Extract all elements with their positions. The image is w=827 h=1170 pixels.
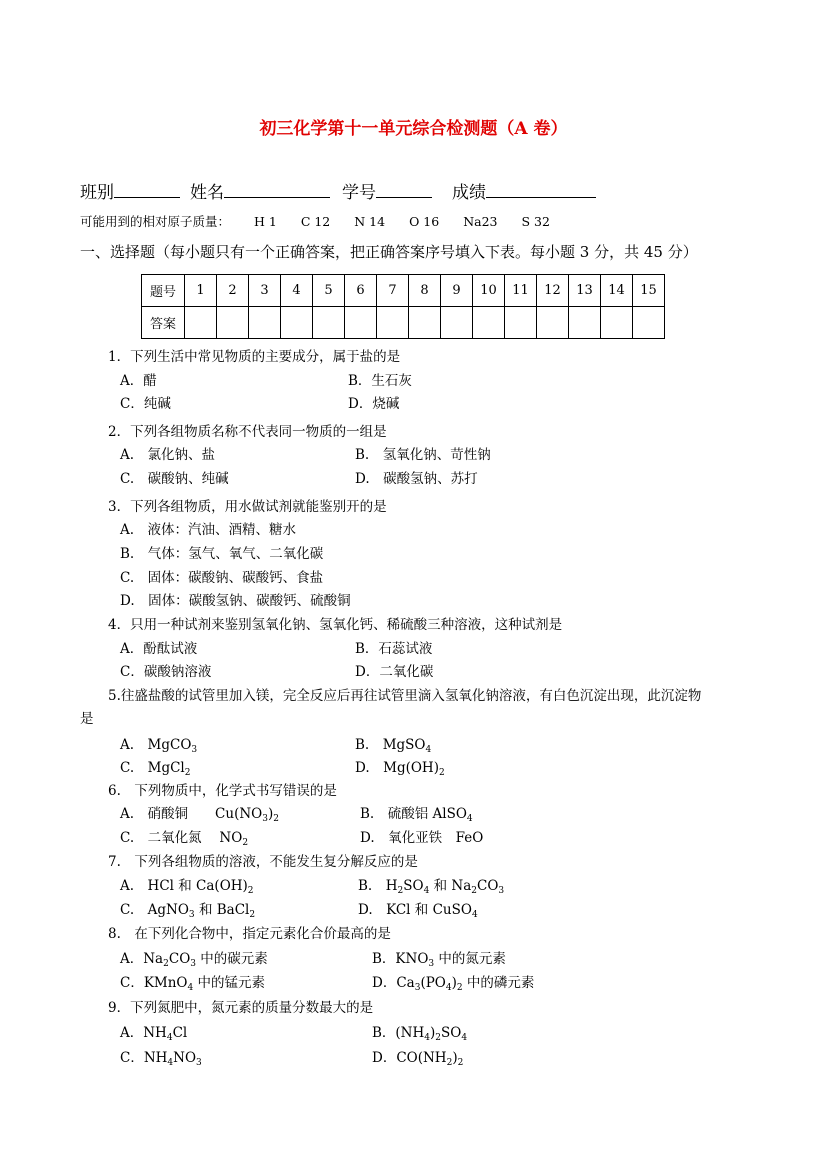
- row-label: 答案: [142, 307, 185, 339]
- option-b: B．石蕊试液: [355, 641, 433, 657]
- option-c: C．碳酸钠溶液: [120, 664, 212, 680]
- question-number: 13: [569, 275, 601, 307]
- option-d: D. $Mg(OH)_2$: [355, 760, 445, 778]
- option-d: D. 碳酸氢钠、苏打: [355, 471, 478, 487]
- option-d: D．二氧化碳: [355, 664, 434, 680]
- id-label: 学号: [342, 183, 376, 203]
- option-b: B. $H_2SO_4$ 和 $Na_2CO_3$: [358, 878, 505, 896]
- option-a: A．$Na_2CO_3$ 中的碳元素: [120, 951, 268, 969]
- option-c: C．$NH_4NO_3$: [120, 1050, 202, 1068]
- question-number: 8: [409, 275, 441, 307]
- option-c: C. 固体：碳酸钠、碳酸钙、食盐: [120, 570, 324, 586]
- option-b: B. 气体：氢气、氧气、二氧化碳: [120, 546, 324, 562]
- option-c: C. 碳酸钠、纯碱: [120, 471, 229, 487]
- page-title: 初三化学第十一单元综合检测题（A 卷）: [259, 119, 568, 139]
- answer-cell[interactable]: [377, 307, 409, 339]
- option-a: A．酚酞试液: [120, 641, 198, 657]
- option-a: A. 氯化钠、盐: [120, 447, 216, 463]
- option-d: D．$Ca_3(PO_4)_2$ 中的磷元素: [372, 975, 535, 993]
- question-stem: 4．只用一种试剂来鉴别氢氧化钠、氢氧化钙、稀硫酸三种溶液，这种试剂是: [108, 617, 563, 633]
- question-number: 12: [537, 275, 569, 307]
- option-c: C．纯碱: [120, 396, 171, 412]
- question-stem: 7. 下列各组物质的溶液，不能发生复分解反应的是: [108, 854, 418, 870]
- question-number: 7: [377, 275, 409, 307]
- option-a: A. 液体：汽油、酒精、糖水: [120, 522, 297, 538]
- question-number: 5: [313, 275, 345, 307]
- student-info-line: [80, 178, 606, 203]
- option-c: C．KMnO$_4$ 中的锰元素: [120, 975, 266, 993]
- option-c: C. MgCl$_2$: [120, 760, 191, 778]
- question-number: 15: [633, 275, 665, 307]
- question-number: 4: [281, 275, 313, 307]
- answer-cell[interactable]: [409, 307, 441, 339]
- answer-cell[interactable]: [473, 307, 505, 339]
- atomic-mass: C 12: [300, 214, 331, 229]
- question-number: 11: [505, 275, 537, 307]
- answer-cell[interactable]: [633, 307, 665, 339]
- option-b: B．$KNO_3$ 中的氮元素: [372, 951, 506, 969]
- question-stem: 8. 在下列化合物中，指定元素化合价最高的是: [108, 926, 391, 942]
- question-number: 3: [249, 275, 281, 307]
- option-d: D．$CO(NH_2)_2$: [372, 1050, 464, 1068]
- answer-cell[interactable]: [217, 307, 249, 339]
- question-number: 14: [601, 275, 633, 307]
- id-field[interactable]: [376, 181, 432, 198]
- option-b: B. MgSO$_4$: [355, 737, 432, 755]
- score-label: 成绩: [452, 183, 486, 203]
- question-stem-continued: 是: [80, 711, 94, 727]
- atomic-mass: H 1: [254, 214, 277, 229]
- answer-cell[interactable]: [185, 307, 217, 339]
- row-label: 题号: [142, 275, 185, 307]
- answer-table: [141, 274, 665, 339]
- answer-cell[interactable]: [537, 307, 569, 339]
- option-b: B. 硫酸铝 AlSO$_4$: [360, 806, 473, 824]
- atomic-mass: Na23: [463, 214, 498, 229]
- answer-cell[interactable]: [505, 307, 537, 339]
- atomic-masses-line: [80, 212, 550, 230]
- answer-cell[interactable]: [601, 307, 633, 339]
- answer-row: [142, 307, 665, 339]
- option-a: A．醋: [120, 373, 157, 389]
- question-number: 9: [441, 275, 473, 307]
- atomic-mass: S 32: [521, 214, 550, 229]
- name-label: 姓名: [190, 183, 224, 203]
- question-number: 10: [473, 275, 505, 307]
- answer-cell[interactable]: [313, 307, 345, 339]
- option-b: B．生石灰: [348, 373, 412, 389]
- answer-cell[interactable]: [249, 307, 281, 339]
- question-stem: 3．下列各组物质，用水做试剂就能鉴别开的是: [108, 499, 387, 515]
- option-a: A. MgCO$_3$: [120, 737, 198, 755]
- option-c: C. 二氧化氮 $NO_2$: [120, 830, 249, 848]
- section-heading: 一、选择题（每小题只有一个正确答案，把正确答案序号填入下表。每小题 3 分，共 45 分）: [80, 243, 698, 261]
- option-d: D. 氧化亚铁 FeO: [360, 830, 484, 846]
- class-label: 班别: [80, 183, 114, 203]
- class-field[interactable]: [114, 181, 180, 198]
- question-stem: 1．下列生活中常见物质的主要成分，属于盐的是: [108, 349, 401, 365]
- answer-cell[interactable]: [281, 307, 313, 339]
- option-d: D．烧碱: [348, 396, 400, 412]
- option-b: B．$(NH_4)_2SO_4$: [372, 1025, 468, 1043]
- option-c: C. AgNO$_3$ 和 BaCl$_2$: [120, 902, 256, 920]
- question-stem: 5.往盛盐酸的试管里加入镁，完全反应后再往试管里滴入氢氧化钠溶液，有白色沉淀出现，此沉淀物: [108, 688, 702, 704]
- answer-cell[interactable]: [569, 307, 601, 339]
- question-stem: 2．下列各组物质名称不代表同一物质的一组是: [108, 424, 387, 440]
- answer-cell[interactable]: [441, 307, 473, 339]
- option-a: A．$NH_4Cl$: [120, 1025, 188, 1043]
- atomic-mass: N 14: [354, 214, 386, 229]
- option-d: D. KCl 和 CuSO$_4$: [358, 902, 478, 920]
- question-stem: 6. 下列物质中，化学式书写错误的是: [108, 783, 337, 799]
- atomic-mass: O 16: [409, 214, 440, 229]
- number-row: [142, 275, 665, 307]
- question-number: 6: [345, 275, 377, 307]
- option-a: A. HCl 和 $Ca(OH)_2$: [120, 878, 254, 896]
- question-number: 1: [185, 275, 217, 307]
- atomic-label: 可能用到的相对原子质量：: [80, 214, 231, 229]
- option-a: A. 硝酸铜 $Cu(NO_3)_2$: [120, 806, 279, 824]
- question-number: 2: [217, 275, 249, 307]
- name-field[interactable]: [224, 181, 330, 198]
- question-stem: 9．下列氮肥中，氮元素的质量分数最大的是: [108, 1000, 374, 1016]
- option-d: D. 固体：碳酸氢钠、碳酸钙、硫酸铜: [120, 593, 351, 609]
- score-field[interactable]: [486, 181, 596, 198]
- answer-cell[interactable]: [345, 307, 377, 339]
- option-b: B. 氢氧化钠、苛性钠: [355, 447, 491, 463]
